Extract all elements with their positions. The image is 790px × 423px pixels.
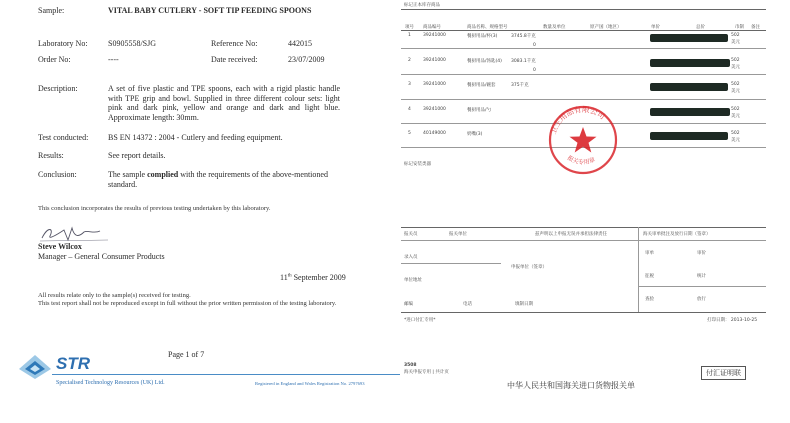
declaration-text: 兹声明以上申报无误并承担法律责任 (535, 232, 607, 237)
row-4-name: 餐厨用品/勺 (467, 108, 492, 113)
entry-label: 录入员 (404, 255, 418, 260)
reference-value: 442015 (288, 39, 312, 48)
review-label: 审单 (645, 251, 654, 256)
lab-no-value: S0905558/SJG (108, 39, 157, 48)
row-5-code: 40149000 (423, 131, 446, 136)
row-3-qty: 375千克 (511, 83, 529, 88)
svg-text:报关专用章: 报关专用章 (565, 154, 597, 167)
reference-label: Reference No: (211, 39, 258, 48)
row-2-no: 2 (408, 58, 411, 63)
order-value: ---- (108, 55, 119, 64)
report-date: 11th September 2009 (280, 273, 346, 282)
svg-text:卫生用品有限公司: 卫生用品有限公司 (548, 104, 607, 136)
conclusion-value: The sample complied with the requirements of the above-mentioned standard. (108, 170, 328, 189)
description-label: Description: (38, 84, 78, 93)
section-label: 标记安装类器 (404, 162, 431, 167)
conclusion-bold: complied (147, 170, 179, 179)
footer-rule (52, 374, 400, 375)
stat-label: 统计 (697, 274, 706, 279)
row-1-no: 1 (408, 33, 411, 38)
check-label: 查验 (645, 297, 654, 302)
signatory-title: Manager – General Consumer Products (38, 252, 165, 261)
lab-no-label: Laboratory No: (38, 39, 88, 48)
row-4-no: 4 (408, 107, 411, 112)
signature-image (38, 222, 118, 244)
redacted-price-5 (650, 132, 728, 140)
payment-proof-label: 付汇证明联 (701, 366, 746, 380)
row-2-name: 餐厨用品/汤匙(4) (467, 59, 502, 64)
disclaimer-line-1: All results relate only to the sample(s) received for testing. (38, 292, 191, 299)
postcode-label: 邮编 (404, 302, 413, 307)
registration-text: Registered in England and Wales Registration No. 2797693 (255, 381, 365, 386)
page-number: Page 1 of 7 (168, 350, 205, 359)
redacted-price-1 (650, 34, 728, 42)
row-1-unit: 美元 (731, 40, 740, 45)
sample-label: Sample: (38, 6, 65, 15)
header-name: 商品名称、规格型号 (467, 25, 508, 30)
row-3-currency: 502 (731, 82, 740, 87)
disclaimer-line-2: This test report shall not be reproduced except in full without the prior written permission of the testing laboratory. (38, 300, 337, 307)
str-logo-subtitle: Specialised Technology Resources (UK) Ltd. (56, 380, 165, 386)
header-no: 项号 (405, 25, 414, 30)
test-value: BS EN 14372 : 2004 - Cutlery and feeding equipment. (108, 133, 283, 142)
release-label: 放行 (697, 297, 706, 302)
row-4-unit: 美元 (731, 114, 740, 119)
row-5-no: 5 (408, 131, 411, 136)
doc-code: 3508 (404, 363, 417, 368)
row-1-name: 餐厨用品/杯(3) (467, 34, 498, 39)
row-3-no: 3 (408, 82, 411, 87)
address-label: 单位地址 (404, 278, 422, 283)
phone-label: 电话 (463, 302, 472, 307)
header-origin: 原产国（地区） (590, 25, 622, 30)
header-total: 总价 (696, 25, 705, 30)
date-received-value: 23/07/2009 (288, 55, 325, 64)
date-received-label: Date received: (211, 55, 258, 64)
top-label: 标记正本库存商品 (404, 3, 440, 8)
row-1-extra: 0 (533, 43, 536, 48)
table-top-rule (401, 9, 766, 10)
results-label: Results: (38, 151, 64, 160)
row-4-code: 39241000 (423, 107, 446, 112)
row-2-qty: 3083.1千克 (511, 59, 536, 64)
header-currency: 币制 (735, 25, 744, 30)
row-1-code: 39241000 (423, 33, 446, 38)
str-logo-icon (17, 353, 53, 381)
row-3-unit: 美元 (731, 89, 740, 94)
company-seal-stamp (545, 100, 621, 180)
apply-unit: 申报单位（签章） (511, 265, 547, 270)
header-remark: 备注 (751, 25, 760, 30)
footer-left: *进口付汇专用* (404, 318, 436, 323)
row-2-code: 39241000 (423, 58, 446, 63)
order-label: Order No: (38, 55, 71, 64)
test-label: Test conducted: (38, 133, 89, 142)
row-4-currency: 502 (731, 107, 740, 112)
str-logo-text: STR (56, 354, 90, 373)
row-2-extra: 0 (533, 68, 536, 73)
print-date: 打印日期： 2013-10-25 (707, 318, 758, 323)
declarant-unit: 报关单位 (449, 232, 467, 237)
signatory-name: Steve Wilcox (38, 242, 82, 251)
fill-date-label: 填制日期 (515, 302, 533, 307)
row-5-unit: 美元 (731, 138, 740, 143)
row-1-qty: 3745.8千克 (511, 34, 536, 39)
redacted-price-3 (650, 83, 728, 91)
row-2-unit: 美元 (731, 65, 740, 70)
header-code: 商品编号 (423, 25, 441, 30)
header-unit-price: 单价 (651, 25, 660, 30)
redacted-price-4 (650, 108, 730, 116)
header-qty: 数量及单位 (543, 25, 566, 30)
conclusion-label: Conclusion: (38, 170, 77, 179)
approve-label: 审价 (697, 251, 706, 256)
redacted-price-2 (650, 59, 730, 67)
results-value: See report details. (108, 151, 166, 160)
incorporates-note: This conclusion incorporates the results of previous testing undertaken by this laboratory. (38, 205, 271, 212)
row-1-currency: 502 (731, 33, 740, 38)
row-5-currency: 502 (731, 131, 740, 136)
doc-sub: 海关申报专用 | 共计页 (404, 370, 449, 375)
row-5-name: 奶嘴(3) (467, 132, 483, 137)
row-3-name: 餐厨用品/碗套 (467, 83, 496, 88)
tax-label: 征税 (645, 274, 654, 279)
description-value: A set of five plastic and TPE spoons, each with a rigid plastic handle with TPE grip and bowl. Supplied in three different colour sets: light pink and dark pink, yellow and orange and dark and light blue. Approximate length: 30mm. (108, 84, 340, 122)
bottom-title: 中华人民共和国海关进口货物报关单 (507, 381, 635, 390)
declarant-label: 报关员 (404, 232, 418, 237)
customs-note: 海关审单批注及放行日期（签章） (643, 232, 711, 237)
sample-value: VITAL BABY CUTLERY - SOFT TIP FEEDING SPOONS (108, 6, 312, 15)
row-3-code: 39241000 (423, 82, 446, 87)
customs-declaration-page (395, 0, 790, 423)
row-2-currency: 502 (731, 58, 740, 63)
